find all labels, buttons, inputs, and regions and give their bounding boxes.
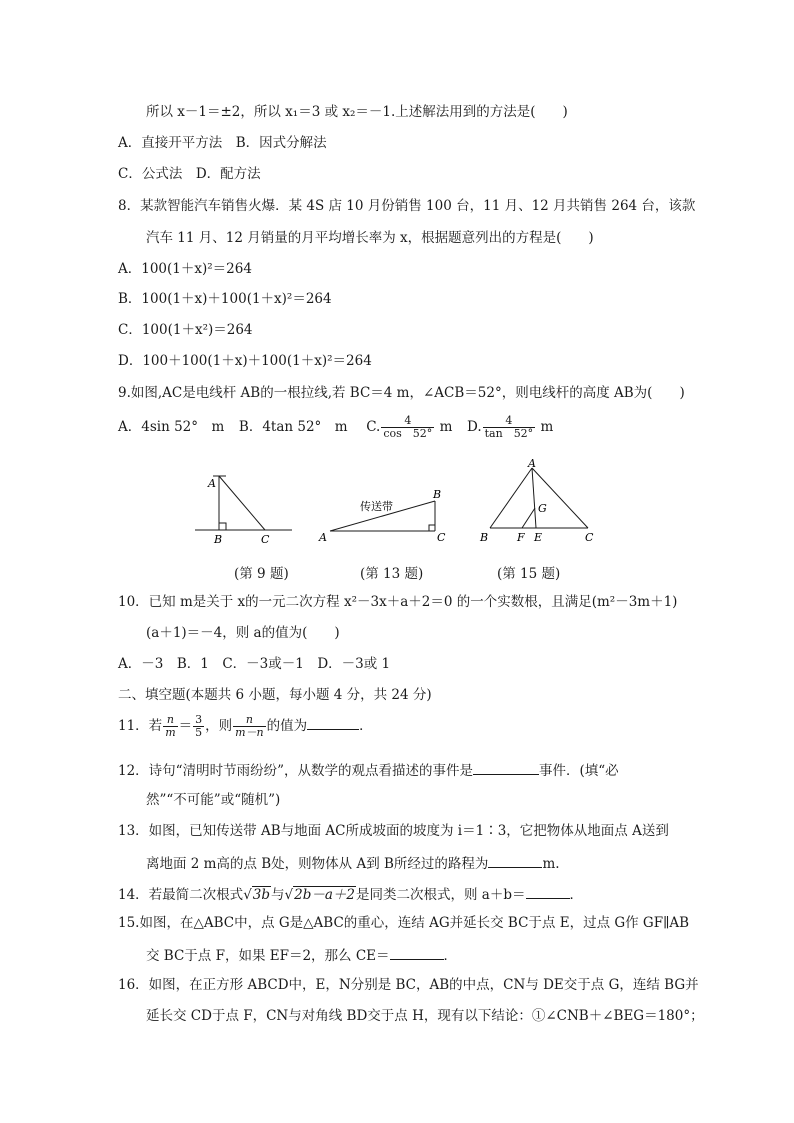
q9-option-c-fraction: $\frac{4}{\cos 52^\circ}$ (383, 414, 433, 440)
q15-line2: 交 BC于点 F，如果 EF＝2，那么 CE＝ ． (146, 945, 457, 965)
fig9-label-a: A (208, 477, 216, 490)
q9-option-c-unit: m (439, 419, 453, 435)
q11-fraction-n-over-m-minus-n: $\frac{n}{m-n}$ (235, 713, 264, 739)
fig15-label-g: G (538, 502, 547, 515)
q7-options-cd: C．公式法 D．配方法 (118, 166, 261, 182)
section-heading: 二、填空题(本题共 6 小题，每小题 4 分，共 24 分) (118, 687, 432, 703)
q9-options (118, 414, 553, 440)
q8-option-d: D．100＋100(1＋x)＋100(1＋x)²＝264 (118, 353, 372, 369)
fig9-label-b: B (214, 533, 223, 546)
fig13-label-b: B (433, 488, 442, 501)
fig15-label-a: A (528, 458, 536, 470)
q9-option-a: A．4sin 52° m (118, 419, 225, 435)
fig13-belt-label: 传送带 (360, 500, 393, 513)
q9-option-b: B．4tan 52° m (238, 419, 348, 435)
q7-options-ab: A．直接开平方法 B．因式分解法 (118, 135, 327, 151)
q12-line2: 然”“不可能”或“随机”) (146, 792, 281, 808)
fig13-label-a: A (319, 531, 327, 544)
figure-13 (315, 486, 455, 546)
q10-line2: (a＋1)＝－4，则 a的值为( ) (146, 625, 340, 641)
q13-answer-blank[interactable] (488, 853, 542, 868)
q14-answer-blank[interactable] (526, 884, 570, 899)
q12-answer-blank[interactable] (473, 760, 539, 775)
q11-fraction-n-over-m: $\frac{n}{m}$ (165, 713, 176, 739)
q11-line: 11．若 $\frac{n}{m}$ ＝ $\frac{3}{5}$ ，则 $\frac{n}{m-n}$ 的值为 ． (118, 713, 373, 739)
q8-line2: 汽车 11 月、12 月销量的月平均增长率为 x，根据题意列出的方程是( ) (146, 230, 594, 246)
radical-2b-a-2: √2b－a＋2 (284, 887, 356, 903)
q8-option-c: C．100(1＋x²)＝264 (118, 322, 253, 338)
q13-line2: 离地面 2 m高的点 B处，则物体从 A到 B所经过的路程为 m. (146, 853, 560, 873)
q10-line1: 10．已知 m是关于 x的一元二次方程 x²－3x＋a＋2＝0 的一个实数根，且满足(m²－3m＋1) (118, 594, 678, 610)
fig13-label-c: C (437, 531, 446, 544)
fig15-label-b: B (480, 531, 489, 543)
q8-option-a: A．100(1＋x)²＝264 (118, 261, 252, 277)
q9-option-d-fraction: $\frac{4}{\tan 52^\circ}$ (484, 414, 534, 440)
q15-answer-blank[interactable] (390, 945, 444, 960)
q14-line: 14．若最简二次根式√3b与√2b－a＋2是同类二次根式，则 a＋b＝ ． (118, 884, 583, 904)
q15-line1: 15.如图，在△ABC中，点 G是△ABC的重心，连结 AG并延长交 BC于点 E，过点 G作 GF∥AB (118, 915, 689, 931)
fig15-caption: (第 15 题) (497, 566, 561, 582)
fig9-caption: (第 9 题) (234, 566, 289, 582)
q10-options: A．－3 B．1 C．－3或－1 D．－3或 1 (118, 656, 391, 672)
figure-15 (475, 458, 605, 543)
q9-option-c-prefix: C. (366, 419, 381, 435)
fig9-label-c: C (261, 533, 270, 546)
q9-option-d-prefix: D. (466, 419, 482, 435)
fig15-label-e: E (534, 531, 543, 543)
fig15-label-f: F (517, 531, 525, 543)
q11-fraction-3-over-5: $\frac{3}{5}$ (195, 713, 203, 739)
q8-option-b: B．100(1＋x)＋100(1＋x)²＝264 (118, 291, 332, 307)
radical-3b: √3b (243, 887, 271, 903)
q16-line1: 16．如图，在正方形 ABCD中，E，N分别是 BC，AB的中点，CN与 DE交于点 G，连结 BG并 (118, 977, 699, 993)
figure-9 (190, 463, 310, 548)
q9-option-d-unit: m (540, 419, 554, 435)
q7-line: 所以 x－1＝±2，所以 x₁＝3 或 x₂＝－1.上述解法用到的方法是( ) (146, 104, 568, 120)
q12-line1: 12．诗句“清明时节雨纷纷”，从数学的观点看描述的事件是 事件．(填“必 (118, 760, 619, 780)
q8-line1: 8．某款智能汽车销售火爆．某 4S 店 10 月份销售 100 台，11 月、12 月共销售 264 台，该款 (118, 198, 696, 214)
q11-answer-blank[interactable] (307, 715, 359, 730)
q13-line1: 13．如图，已知传送带 AB与地面 AC所成坡面的坡度为 i＝1∶3，它把物体从地面点 A送到 (118, 823, 669, 839)
fig13-caption: (第 13 题) (360, 566, 424, 582)
fig15-label-c: C (585, 531, 594, 543)
q16-line2: 延长交 CD于点 F，CN与对角线 BD交于点 H，现有以下结论：①∠CNB＋∠BEG＝180°； (146, 1008, 704, 1024)
q9-line: 9.如图,AC是电线杆 AB的一根拉线,若 BC＝4 m，∠ACB＝52°，则电线杆的高度 AB为( ) (118, 385, 685, 401)
